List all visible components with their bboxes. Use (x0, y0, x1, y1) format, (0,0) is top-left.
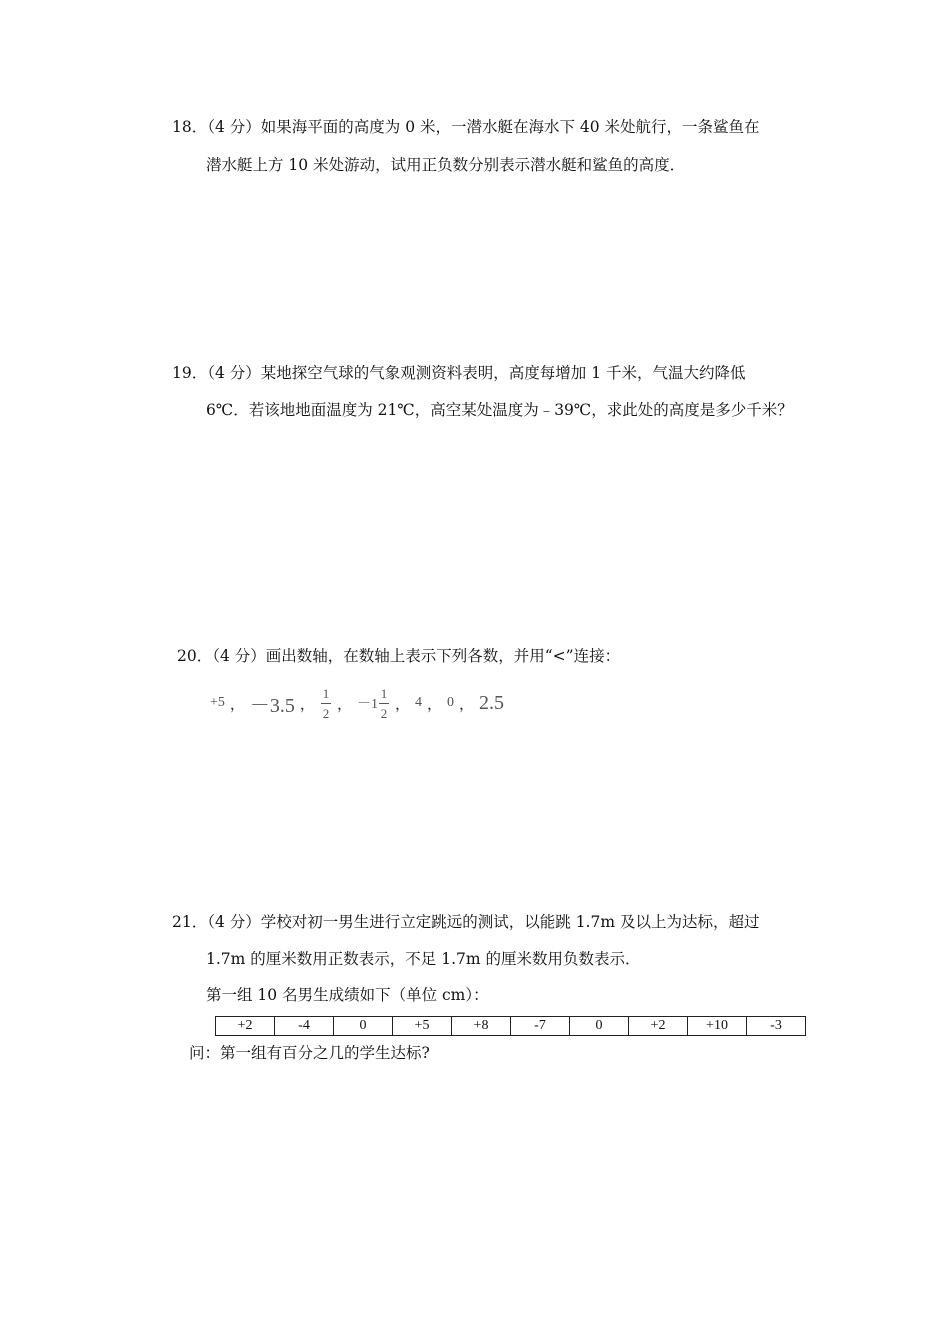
separator: ， (229, 694, 245, 713)
number-2-5: 2.5 (479, 691, 504, 714)
question-18-line-2: 潜水艇上方 10 米处游动，试用正负数分别表示潜水艇和鲨鱼的高度． (206, 156, 686, 174)
table-row (216, 1017, 806, 1036)
number-0: 0 (446, 695, 454, 710)
fraction-numerator: 1 (322, 685, 330, 701)
table-cell: -3 (747, 1017, 806, 1036)
question-21-line-2: 1.7m 的厘米数用正数表示，不足 1.7m 的厘米数用负数表示． (206, 950, 641, 968)
question-19-line-2: 6℃．若该地地面温度为 21℃，高空某处温度为﹣39℃，求此处的高度是多少千米？ (206, 401, 793, 419)
table-cell: 0 (334, 1017, 393, 1036)
separator: ， (458, 694, 474, 713)
fraction-one-half (321, 686, 331, 721)
fraction-bar (379, 703, 389, 704)
mixed-number-sign: －1 (356, 697, 378, 712)
fraction-denominator: 2 (380, 705, 388, 721)
number-minus-3-5: －3.5 (249, 694, 295, 717)
scores-table (215, 1016, 806, 1036)
question-21-line-3: 第一组 10 名男生成绩如下（单位 cm）： (206, 986, 489, 1004)
separator: ， (299, 694, 315, 713)
table-cell: -7 (511, 1017, 570, 1036)
fraction-bar (321, 703, 331, 704)
number-4: 4 (414, 695, 422, 710)
table-cell: +10 (688, 1017, 747, 1036)
number-plus-5: +5 (210, 695, 225, 710)
table-cell: +2 (629, 1017, 688, 1036)
table-cell: 0 (570, 1017, 629, 1036)
separator: ， (336, 694, 352, 713)
table-cell: -4 (275, 1017, 334, 1036)
table-cell: +5 (393, 1017, 452, 1036)
fraction-mixed-one-half (379, 686, 389, 721)
table-cell: +2 (216, 1017, 275, 1036)
fraction-denominator: 2 (322, 705, 330, 721)
fraction-numerator: 1 (380, 685, 388, 701)
question-18-line-1: 18．（4 分）如果海平面的高度为 0 米，一潜水艇在海水下 40 米处航行，一条鲨鱼在 (172, 118, 760, 136)
question-20-line-1: 20．（4 分）画出数轴，在数轴上表示下列各数，并用“<”连接： (177, 647, 621, 665)
number-list-formula (210, 680, 504, 726)
question-21-line-1: 21．（4 分）学校对初一男生进行立定跳远的测试，以能跳 1.7m 及以上为达标，超过 (172, 913, 760, 931)
table-cell: +8 (452, 1017, 511, 1036)
separator: ， (394, 694, 410, 713)
question-19-line-1: 19．（4 分）某地探空气球的气象观测资料表明，高度每增加 1 千米，气温大约降低 (172, 364, 746, 382)
separator: ， (426, 694, 442, 713)
question-21-ask: 问：第一组有百分之几的学生达标? (189, 1044, 430, 1062)
